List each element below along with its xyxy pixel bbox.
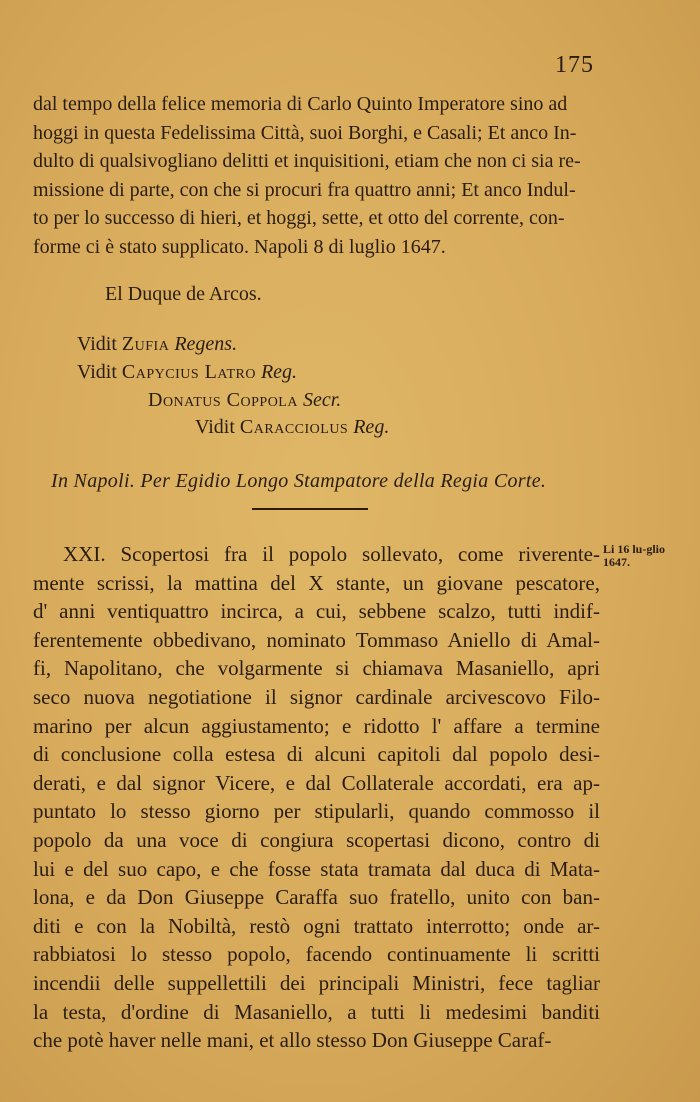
section-divider — [252, 508, 368, 510]
text-line: fi, Napolitano, che volgarmente si chiamava Masaniello, apri — [33, 656, 600, 681]
vidit-name: Zufia — [121, 333, 170, 355]
decree-paragraph — [33, 90, 600, 261]
text-line: rabbiatosi lo stesso popolo, facendo continuamente li scritti — [33, 942, 600, 967]
vidit-prefix: Vidit — [77, 333, 117, 355]
margin-note: Li 16 lu-glio 1647. — [603, 542, 666, 569]
text-line: XXI. Scopertosi fra il popolo sollevato, come riverente- — [63, 542, 600, 566]
text-line: di conclusione colla estesa di alcuni capitoli dal popolo desi- — [33, 742, 600, 767]
text-line: la testa, d'ordine di Masaniello, a tutti li medesimi banditi — [33, 999, 600, 1024]
vidit-prefix: Vidit — [77, 361, 117, 383]
text-line: marino per alcun aggiustamento; e ridotto l' affare a termine — [33, 713, 600, 738]
text-line: diti e con la Nobiltà, restò ogni trattato interrotto; onde ar- — [33, 913, 600, 938]
vidit-title: Regens. — [174, 333, 238, 355]
text-line: puntato lo stesso giorno per stipularli, quando commosso il — [33, 799, 600, 824]
vidit-line — [77, 361, 297, 384]
printer-imprint: In Napoli. Per Egidio Longo Stampatore della Regia Corte. — [51, 470, 547, 492]
text-line: incendii delle suppellettili dei principali Ministri, fece tagliar — [33, 970, 600, 995]
vidit-line — [148, 389, 341, 412]
vidit-line — [195, 416, 389, 439]
vidit-title: Reg. — [260, 361, 298, 383]
text-line: ferentemente obbedivano, nominato Tommaso Aniello di Amal- — [33, 627, 600, 652]
text-line: lona, e da Don Giuseppe Caraffa suo fratello, unito con ban- — [33, 885, 600, 910]
text-line: derati, e dal signor Vicere, e dal Collaterale accordati, era ap- — [33, 770, 600, 795]
text-line: mente scrissi, la mattina del X stante, un giovane pescatore, — [33, 570, 600, 595]
vidit-name: Caracciolus — [239, 416, 349, 438]
text-line: dal tempo della felice memoria di Carlo Quinto Imperatore sino ad — [33, 93, 568, 115]
text-line: d' anni ventiquattro incirca, a cui, sebbene scalzo, tutti indif- — [33, 599, 600, 624]
chapter-xxi-paragraph — [33, 540, 600, 1055]
text-line: missione di parte, con che si procuri fra quattro anni; Et anco Indul- — [33, 178, 576, 201]
text-line: popolo da una voce di congiura scopertasi dicono, contro di — [33, 827, 600, 852]
page-number: 175 — [555, 52, 594, 78]
text-line: forme ci è stato supplicato. Napoli 8 di luglio 1647. — [33, 235, 446, 258]
text-line: lui e del suo capo, e che fosse stata tramata dal duca di Mata- — [33, 856, 600, 881]
vidit-prefix: Vidit — [195, 416, 235, 438]
text-line: che potè haver nelle mani, et allo stesso Don Giuseppe Caraf- — [33, 1028, 552, 1053]
vidit-line — [77, 333, 237, 356]
vidit-name: Capycius Latro — [121, 361, 256, 383]
signer-line: El Duque de Arcos. — [105, 283, 262, 305]
text-line: hoggi in questa Fedelissima Città, suoi Borghi, e Casali; Et anco In- — [33, 121, 577, 144]
text-line: dulto di qualsivogliano delitti et inquisitioni, etiam che non ci sia re- — [33, 150, 581, 172]
vidit-title: Reg. — [353, 416, 390, 438]
vidit-name: Donatus Coppola — [148, 389, 298, 411]
vidit-title: Secr. — [302, 389, 342, 411]
text-line: to per lo successo di hieri, et hoggi, sette, et otto del corrente, con- — [33, 207, 565, 229]
text-line: seco nuova negotiatione il signor cardinale arcivescovo Filo- — [33, 684, 600, 709]
